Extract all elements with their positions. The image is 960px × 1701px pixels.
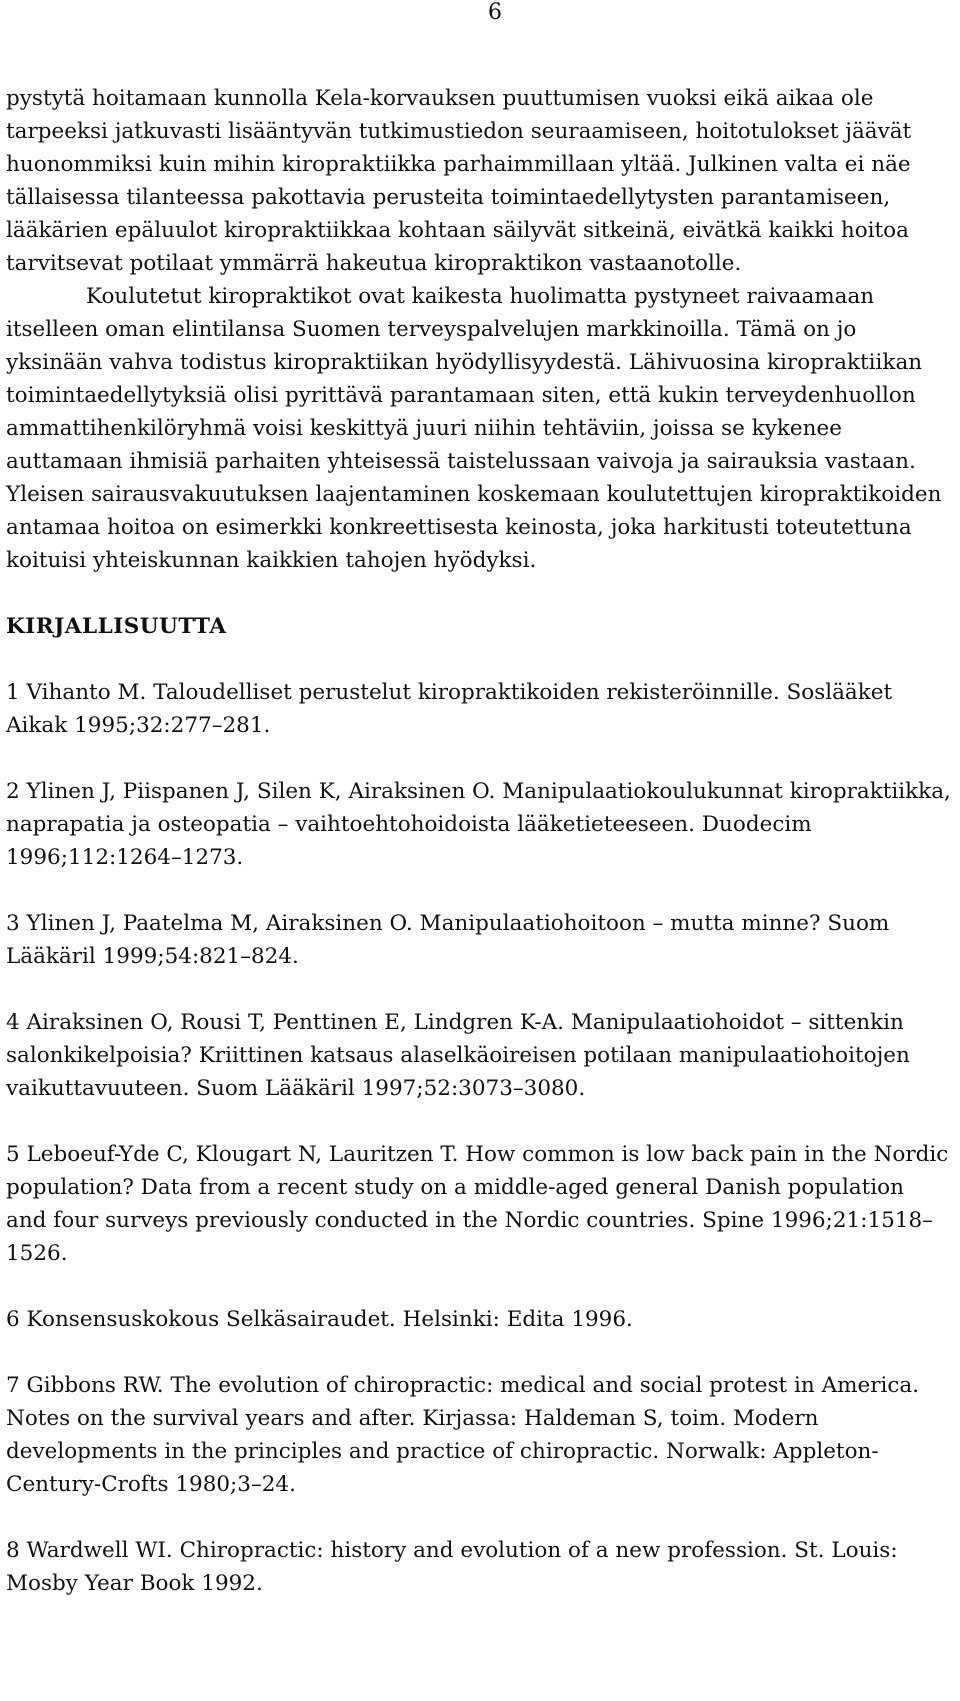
body-paragraph-1: pystytä hoitamaan kunnolla Kela-korvauksen puuttumisen vuoksi eikä aikaa ole tarpeeksi jatkuvasti lisääntyvän tutkimustiedon seuraamiseen, hoitotulokset jäävät huonommiksi kuin mihin kiropraktiikka parhaimmillaan yltää. Julkinen valta ei näe tällaisessa tilanteessa pakottavia perusteita toimintaedellytysten parantamiseen, lääkärien epäluulot kiropraktiikkaa kohtaan säilyvät sitkeinä, eivätkä kaikki hoitoa tarvitsevat potilaat ymmärrä hakeutua kiropraktikon vastaanotolle.: [6, 86, 912, 276]
reference-item-3: 3 Ylinen J, Paatelma M, Airaksinen O. Manipulaatiohoitoon – mutta minne? Suom Lääkäril 1999;54:821–824.: [6, 911, 890, 969]
reference-item-8: 8 Wardwell WI. Chiropractic: history and evolution of a new profession. St. Louis: Mosby Year Book 1992.: [6, 1538, 898, 1596]
page-number: 6: [488, 0, 502, 25]
body-paragraph-2: Koulutetut kiropraktikot ovat kaikesta huolimatta pystyneet raivaamaan itselleen oman elintilansa Suomen terveyspalvelujen markkinoilla. Tämä on jo yksinään vahva todistus kiropraktiikan hyödyllisyydestä. Lähivuosina kiropraktiikan toimintaedellytyksiä olisi pyrittävä parantamaan siten, että kukin terveydenhuollon ammattihenkilöryhmä voisi keskittyä juuri niihin tehtäviin, joissa se kykenee auttamaan ihmisiä parhaiten yhteisessä taistelussaan vaivoja ja sairauksia vastaan. Yleisen sairausvakuutuksen laajentaminen koskemaan koulutettujen kiropraktikoiden antamaa hoitoa on esimerkki konkreettisesta keinosta, joka harkitusti toteutettuna koituisi yhteiskunnan kaikkien tahojen hyödyksi.: [6, 284, 942, 573]
reference-item-5: 5 Leboeuf-Yde C, Klougart N, Lauritzen T. How common is low back pain in the Nordic population? Data from a recent study on a middle-aged general Danish population and four surveys previously conducted in the Nordic countries. Spine 1996;21:1518–1526.: [6, 1142, 949, 1266]
reference-item-2: 2 Ylinen J, Piispanen J, Silen K, Airaksinen O. Manipulaatiokoulukunnat kiropraktiikka, naprapatia ja osteopatia – vaihtoehtohoidoista lääketieteeseen. Duodecim 1996;112:1264–1273.: [6, 779, 951, 870]
reference-list: [6, 676, 951, 1600]
reference-item-6: 6 Konsensuskokous Selkäsairaudet. Helsinki: Edita 1996.: [6, 1307, 633, 1332]
reference-item-1: 1 Vihanto M. Taloudelliset perustelut kiropraktikoiden rekisteröinnille. Soslääket Aikak 1995;32:277–281.: [6, 680, 893, 738]
references-heading: KIRJALLISUUTTA: [6, 614, 227, 639]
reference-item-7: 7 Gibbons RW. The evolution of chiropractic: medical and social protest in America. Notes on the survival years and after. Kirjassa: Haldeman S, toim. Modern developments in the principles and practice of chiropractic. Norwalk: Appleton-Century-Crofts 1980;3–24.: [6, 1373, 920, 1497]
reference-item-4: 4 Airaksinen O, Rousi T, Penttinen E, Lindgren K-A. Manipulaatiohoidot – sittenkin salonkikelpoisia? Kriittinen katsaus alaselkäoireisen potilaan manipulaatiohoitojen vaikuttavuuteen. Suom Lääkäril 1997;52:3073–3080.: [6, 1010, 910, 1101]
page-content: [6, 82, 951, 1600]
